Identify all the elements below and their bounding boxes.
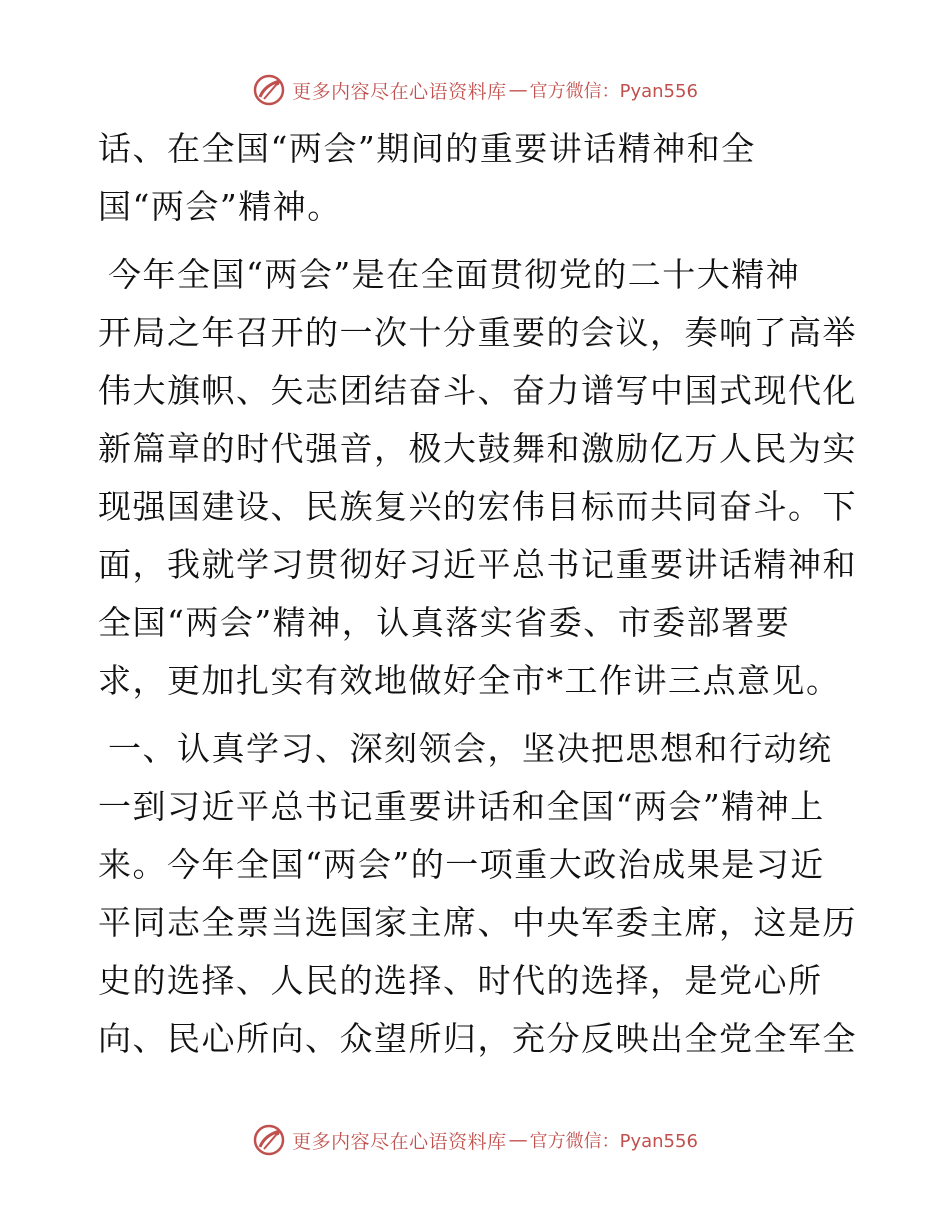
brand-logo-icon xyxy=(252,73,286,107)
text-line: 来。今年全国“两会”的一项重大政治成果是习近 xyxy=(98,845,825,884)
watermark-text: 更多内容尽在心语资料库 xyxy=(292,1130,507,1153)
watermark-contact: 官方微信：Pyan556 xyxy=(529,1131,698,1152)
text-line: 今年全国“两会”是在全面贯彻党的二十大精神 xyxy=(108,255,801,294)
text-line: 全国“两会”精神，认真落实省委、市委部署要 xyxy=(98,603,791,642)
watermark-text: 更多内容尽在心语资料库 xyxy=(292,80,507,103)
header-watermark xyxy=(0,70,950,110)
text-line: 国“两会”精神。 xyxy=(98,187,342,226)
section-heading-line: 一、认真学习、深刻领会，坚决把思想和行动统 xyxy=(108,729,833,768)
text-line: 平同志全票当选国家主席、中央军委主席，这是历 xyxy=(98,903,857,942)
watermark-contact: 官方微信：Pyan556 xyxy=(529,81,698,102)
brand-logo-icon xyxy=(252,1123,286,1157)
paragraph-2 xyxy=(98,246,858,710)
text-line: 话、在全国“两会”期间的重要讲话精神和全 xyxy=(98,129,756,168)
text-line: 现强国建设、民族复兴的宏伟目标而共同奋斗。下 xyxy=(98,487,857,526)
paragraph-1 xyxy=(98,120,858,236)
text-line: 伟大旗帜、矢志团结奋斗、奋力谱写中国式现代化 xyxy=(98,371,857,410)
text-line: 新篇章的时代强音，极大鼓舞和激励亿万人民为实 xyxy=(98,429,857,468)
text-line: 史的选择、人民的选择、时代的选择，是党心所 xyxy=(98,961,823,1000)
text-line: 开局之年召开的一次十分重要的会议，奏响了高举 xyxy=(98,313,857,352)
paragraph-3 xyxy=(98,720,858,1068)
watermark-separator: — xyxy=(508,79,528,101)
document-body xyxy=(98,120,858,1068)
text-line: 面，我就学习贯彻好习近平总书记重要讲话精神和 xyxy=(98,545,857,584)
text-line: 向、民心所向、众望所归，充分反映出全党全军全 xyxy=(98,1019,857,1058)
text-line: 一到习近平总书记重要讲话和全国“两会”精神上 xyxy=(98,787,825,826)
text-line: 求，更加扎实有效地做好全市*工作讲三点意见。 xyxy=(98,661,841,700)
watermark-separator: — xyxy=(508,1129,528,1151)
footer-watermark xyxy=(0,1120,950,1160)
